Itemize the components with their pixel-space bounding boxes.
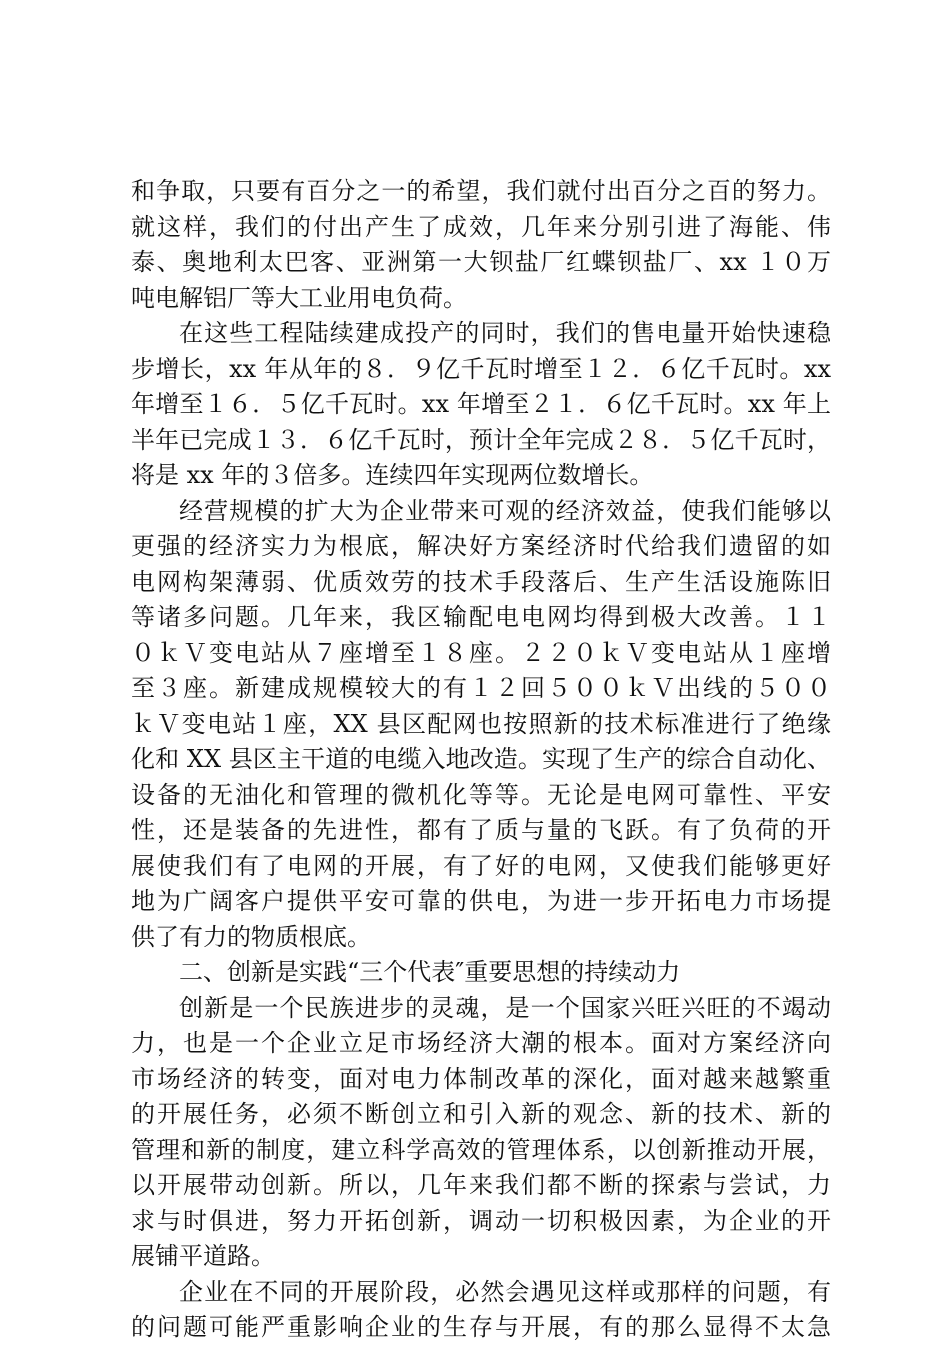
text-line: 地为广阔客户提供平安可靠的供电，为进一步开拓电力市场提 — [131, 887, 831, 915]
text-line: 电网构架薄弱、优质效劳的技术手段落后、生产生活设施陈旧 — [131, 567, 831, 596]
text-line: 更强的经济实力为根底，解决好方案经济时代给我们遗留的如 — [131, 532, 831, 560]
text-line: 的问题可能严重影响企业的生存与开展，有的那么显得不太急 — [131, 1313, 831, 1341]
text-line: 就这样，我们的付出产生了成效，几年来分别引进了海能、伟 — [131, 212, 831, 241]
text-line: 年增至１６．５亿千瓦时。xx 年增至２１．６亿千瓦时。xx 年上 — [131, 390, 831, 418]
text-line: 的开展任务，必须不断创立和引入新的观念、新的技术、新的 — [131, 1100, 831, 1128]
body-text — [131, 174, 831, 1346]
text-line: 化和 XX 县区主干道的电缆入地改造。实现了生产的综合自动化、 — [131, 745, 831, 773]
text-line: 力，也是一个企业立足市场经济大潮的根本。面对方案经济向 — [131, 1029, 831, 1057]
text-line: 市场经济的转变，面对电力体制改革的深化，面对越来越繁重 — [131, 1064, 831, 1093]
text-line: 性，还是装备的先进性，都有了质与量的飞跃。有了负荷的开 — [131, 816, 831, 844]
text-line: 步增长，xx 年从年的８．９亿千瓦时增至１２．６亿千瓦时。xx — [131, 354, 831, 383]
text-line: 将是 xx 年的３倍多。连续四年实现两位数增长。 — [131, 461, 654, 489]
text-line: 半年已完成１３．６亿千瓦时，预计全年完成２８．５亿千瓦时， — [131, 425, 831, 454]
paragraph-start-line: 企业在不同的开展阶段，必然会遇见这样或那样的问题，有 — [179, 1277, 831, 1306]
text-line: ｋＶ变电站１座，XX 县区配网也按照新的技术标准进行了绝缘 — [131, 709, 831, 738]
text-line: 等诸多问题。几年来，我区输配电电网均得到极大改善。１１ — [131, 603, 831, 631]
section-heading: 二、创新是实践“三个代表″重要思想的持续动力 — [179, 958, 681, 986]
text-line: 展使我们有了电网的开展，有了好的电网，又使我们能够更好 — [131, 851, 831, 880]
text-line: 求与时俱进，努力开拓创新，调动一切积极因素，为企业的开 — [131, 1206, 831, 1235]
text-line: 管理和新的制度，建立科学高效的管理体系，以创新推动开展， — [131, 1135, 831, 1164]
paragraph-start-line: 经营规模的扩大为企业带来可观的经济效益，使我们能够以 — [179, 496, 831, 525]
text-line: 设备的无油化和管理的微机化等等。无论是电网可靠性、平安 — [131, 780, 831, 809]
text-line: 吨电解铝厂等大工业用电负荷。 — [131, 283, 467, 312]
text-line: 以开展带动创新。所以，几年来我们都不断的探索与尝试，力 — [131, 1171, 831, 1199]
text-line: 至３座。新建成规模较大的有１２回５００ｋＶ出线的５００ — [131, 674, 831, 702]
text-line: ０ｋＶ变电站从７座增至１８座。２２０ｋＶ变电站从１座增 — [131, 638, 831, 667]
paragraph-start-line: 创新是一个民族进步的灵魂，是一个国家兴旺兴旺的不竭动 — [179, 993, 831, 1022]
text-line: 展铺平道路。 — [131, 1242, 275, 1270]
text-line: 泰、奥地利太巴客、亚洲第一大钡盐厂红蝶钡盐厂、xx １０万 — [131, 248, 831, 276]
text-line: 和争取，只要有百分之一的希望，我们就付出百分之百的努力。 — [131, 177, 831, 205]
text-line: 供了有力的物质根底。 — [131, 922, 371, 951]
paragraph-start-line: 在这些工程陆续建成投产的同时，我们的售电量开始快速稳 — [179, 319, 831, 347]
